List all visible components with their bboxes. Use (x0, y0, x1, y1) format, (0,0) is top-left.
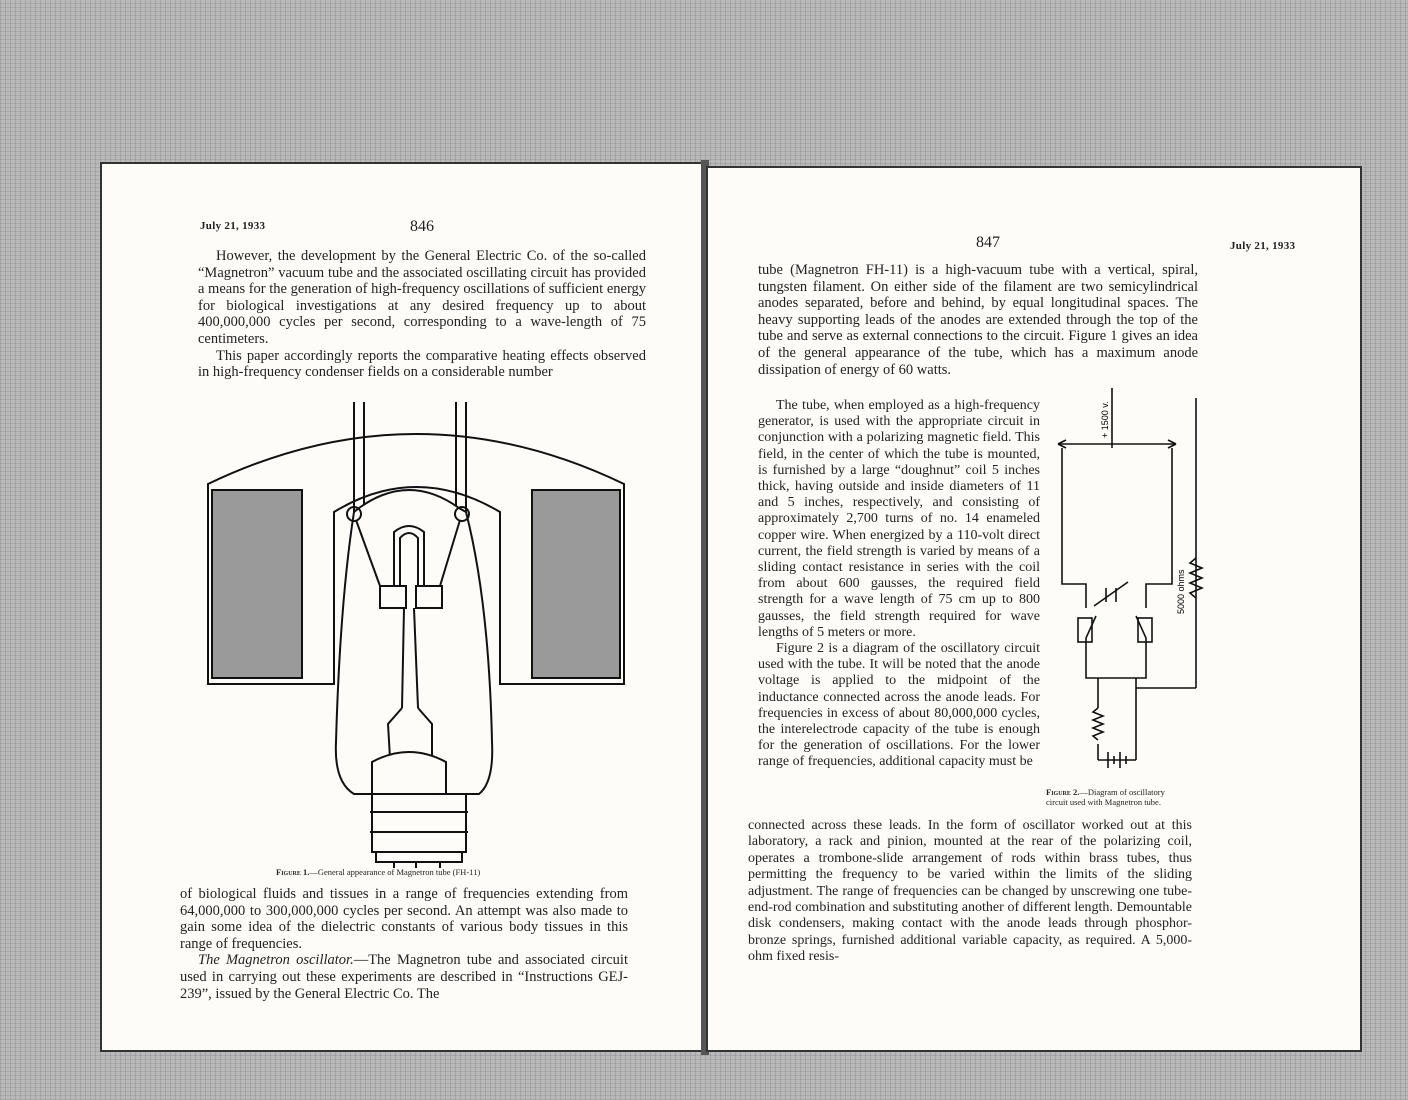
left-page (100, 162, 704, 1052)
left-page-number: 846 (410, 218, 434, 235)
section-title: The Magnetron oscillator. (198, 952, 354, 969)
right-page-number: 847 (976, 234, 1000, 251)
voltage-label: + 1500 v. (1100, 401, 1110, 438)
figure-1-caption-text: —General appearance of Magnetron tube (FH-11) (309, 867, 481, 877)
paragraph: connected across these leads. In the form of oscillator worked out at this laboratory, a rack and pinion, mounted at the rear of the polarizing coil, operates a trombone-slide arrangement of rods within brass tubes, thus permitting the frequency to be varied within the limits of the sliding adjustment. The range of frequencies can be changed by unscrewing one tube-end-rod combination and substituting another of different length. Demountable disk condensers, making contact with the anode leads through phosphor-bronze springs, furnished additional variable capacity, as required. A 5,000-ohm fixed resis- (748, 818, 1192, 965)
right-narrow-column (758, 398, 1040, 771)
right-page (706, 166, 1362, 1052)
resistor-label: 5000 ohms (1176, 569, 1186, 614)
right-header-date: July 21, 1933 (1230, 240, 1296, 252)
paragraph: However, the development by the General Electric Co. of the so-called “Magnetron” vacuum tube and the associated oscillating circuit has provided a means for the generation of high-frequency oscillations of sufficient energy for biological investigations at any desired frequency up to about 400,000,000 cycles per second, corresponding to a wave-length of 75 centimeters. (198, 248, 647, 347)
paragraph: Figure 2 is a diagram of the oscillatory circuit used with the tube. It will be noted that the anode voltage is applied to the midpoint of the inductance connected across the anode leads. For frequencies in excess of about 80,000,000 cycles, the interelectrode capacity of the tube is enough for the generation of oscillations. For the lower range of frequencies, additional capacity must be (758, 641, 1040, 770)
left-bottom-text (180, 886, 628, 1002)
paragraph (180, 952, 628, 1002)
paragraph: The tube, when employed as a high-frequency generator, is used with the appropriate circuit in conjunction with a polarizing magnetic field. This field, in the center of which the tube is mounted, is furnished by a large “doughnut” coil 5 inches thick, having outside and inside diameters of 11 and 5 inches, respectively, and consisting of approximately 2,700 turns of no. 14 enameled copper wire. When energized by a 110-volt direct current, the field strength is varied by means of a sliding contact resistance in series with the coil from about 600 gausses, the required field strength for a wave length of 75 cm up to 800 gausses, the field strength required for wave lengths of 5 meters or more. (758, 398, 1040, 640)
paragraph: This paper accordingly reports the comparative heating effects observed in high-frequency condenser fields on a considerable number (198, 347, 646, 381)
left-top-text (198, 248, 646, 381)
figure-1-caption-label: Figure 1. (276, 867, 310, 877)
open-book (100, 152, 1362, 1062)
paragraph: tube (Magnetron FH-11) is a high-vacuum tube with a vertical, spiral, tungsten filament. On either side of the filament are two semicylindrical anodes separated, before and behind, by equal longitudinal spaces. The heavy supporting leads of the anodes are extended through the top of the tube and serve as external connections to the circuit. Figure 1 gives an idea of the general appearance of the tube, which has a maximum anode dissipation of energy of 60 watts. (758, 262, 1198, 378)
figure-2-caption-text: —Diagram of oscillatory circuit used with Magnetron tube. (1046, 787, 1165, 807)
oscillator-circuit-diagram (1046, 388, 1206, 788)
right-bottom-text (748, 818, 1192, 966)
figure-2-caption-label: Figure 2. (1046, 787, 1080, 797)
paragraph: of biological fluids and tissues in a range of frequencies extending from 64,000,000 to 300,000,000 cycles per second. An attempt was also made to gain some idea of the dielectric constants of various body tissues in this range of frequencies. (180, 886, 628, 952)
magnetron-tube-figure (204, 402, 634, 868)
section-text: —The Magnetron tube and associated circuit used in carrying out these experiments are described in “Instructions GEJ-239”, issued by the General Electric Co. The (180, 952, 628, 1002)
figure-2-caption (1046, 788, 1186, 807)
figure-1-caption (276, 868, 480, 878)
right-paragraph-1 (758, 262, 1198, 378)
left-header-date: July 21, 1933 (200, 220, 266, 232)
